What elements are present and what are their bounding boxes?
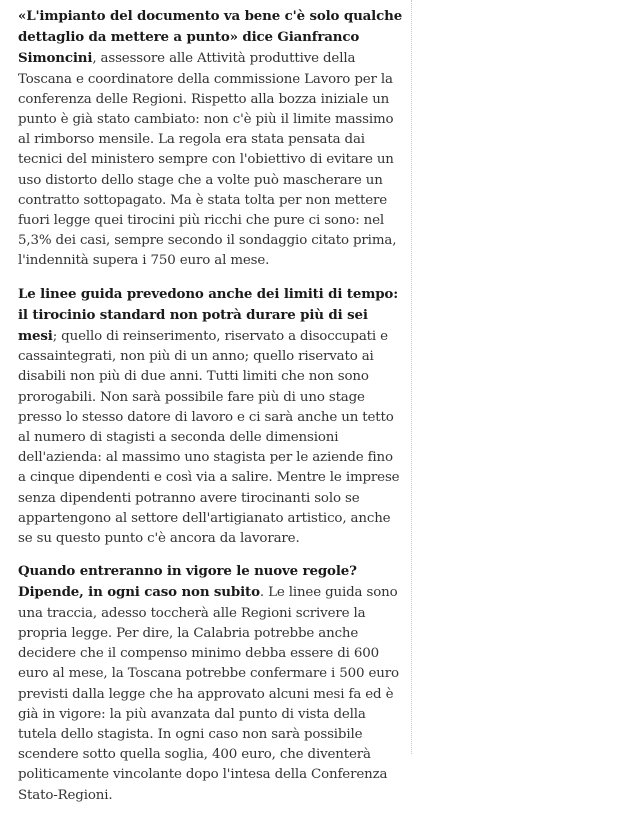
paragraph-text: , assessore alle Attività produttive della Toscana e coordinatore della commissione Lavoro per la conferenza delle Regioni. Rispetto alla bozza iniziale un punto è già stato cambiato: non c'è più il limite massimo al rimborso mensile. La regola era stata pensata dai tecnici del ministero sempre con l'obiettivo di evitare un uso distorto dello stage che a volte può mascherare un contratto sottopagato. Ma è stata tolta per non mettere fuori legge quei tirocini più ricchi che pure ci sono: nel 5,3% dei casi, sempre secondo il sondaggio citato prima, l'indennità supera i 750 euro al mese.: [18, 51, 397, 269]
paragraph-text: . Le linee guida sono una traccia, adesso toccherà alle Regioni scrivere la propria legge. Per dire, la Calabria potrebbe anche decidere che il compenso minimo debba essere di 600 euro al mese, la Toscana potrebbe confermare i 500 euro previsti dalla legge che ha approvato alcuni mesi fa ed è già in vigore: la più avanzata dal punto di vista della tutela dello stagista. In ogni caso non sarà possibile scendere sotto quella soglia, 400 euro, che diventerà politicamente vincolante dopo l'intesa della Conferenza Stato-Regioni.: [18, 585, 399, 803]
article-body: [18, 6, 404, 818]
paragraph-simoncini: [18, 6, 404, 272]
paragraph-lead: Le linee guida prevedono anche dei limiti di tempo: il tirocinio standard non potrà durare più di sei mesi: [18, 285, 399, 345]
paragraph-lead: «L'impianto del documento va bene c'è solo qualche dettaglio da mettere a punto» dice Gianfranco Simoncini: [18, 8, 403, 67]
paragraph-time-limits: [18, 284, 404, 550]
paragraph-entry-into-force: [18, 561, 404, 805]
sidebar-column: [413, 0, 620, 754]
paragraph-lead: Quando entreranno in vigore le nuove regole? Dipende, in ogni caso non subito: [18, 563, 357, 601]
paragraph-text: ; quello di reinserimento, riservato a disoccupati e cassaintegrati, non più di un anno; quello riservato ai disabili non più di due anni. Tutti limiti che non sono prorogabili. Non sarà possibile fare più di uno stage presso lo stesso datore di lavoro e ci sarà anche un tetto al numero di stagisti a seconda delle dimensioni dell'azienda: al massimo uno stagista per le aziende fino a cinque dipendenti e così via a salire. Mentre le imprese senza dipendenti potranno avere tirocinanti solo se appartengono al settore dell'artigianato artistico, anche se su questo punto c'è ancora da lavorare.: [18, 329, 400, 547]
